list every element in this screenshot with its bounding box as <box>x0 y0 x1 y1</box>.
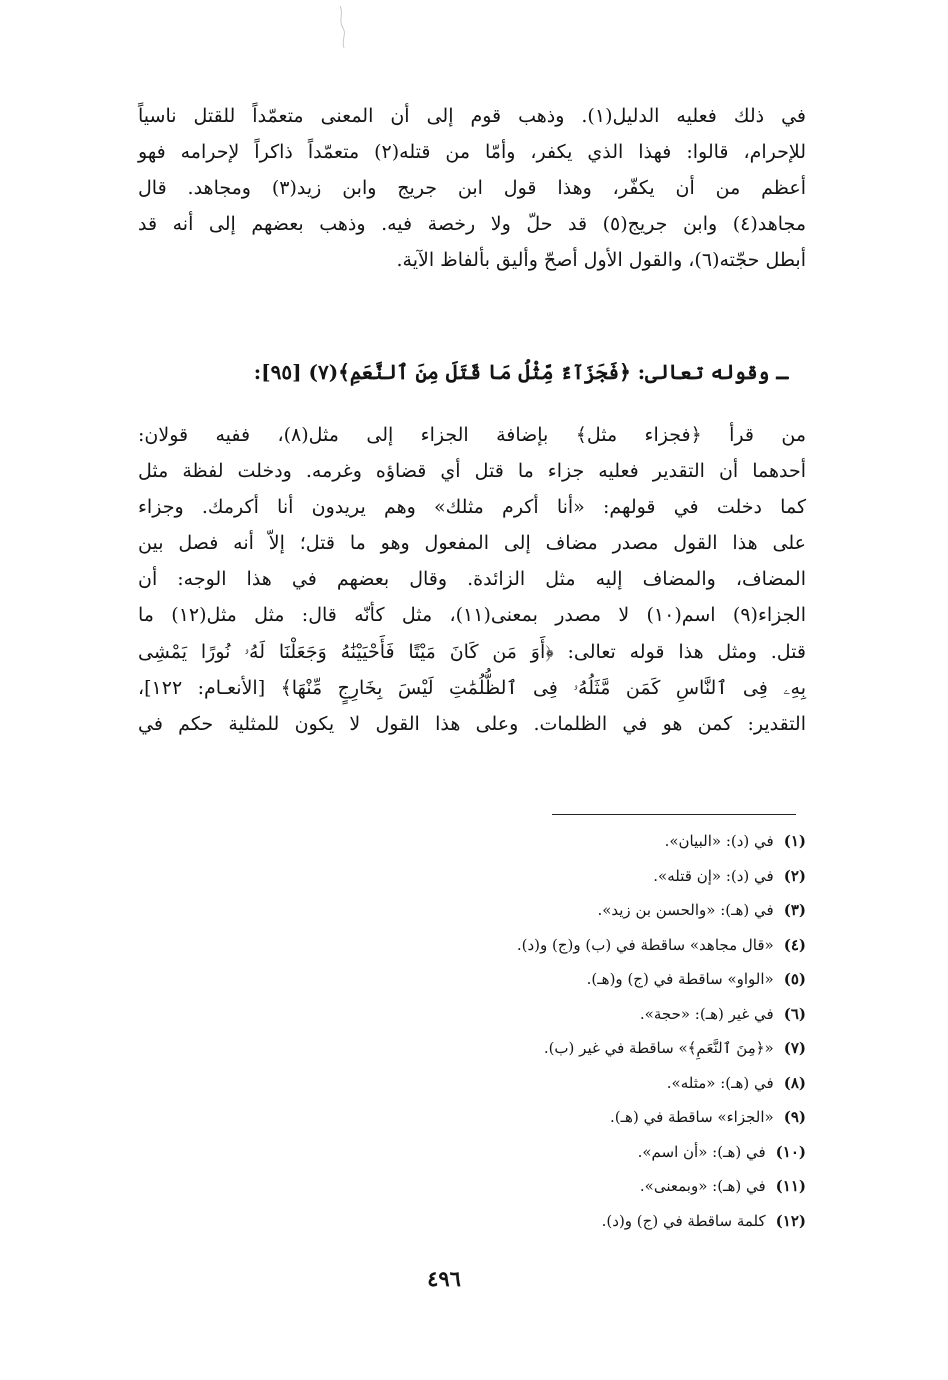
page-number: ٤٩٦ <box>427 1266 461 1291</box>
text-line: كما دخلت في قولهم: «أنا أكرم مثلك» وهم يريدون أنا أكرمك. وجزاء <box>138 496 806 519</box>
text-line: المضاف، والمضاف إليه مثل الزائدة. وقال بعضهم في هذا الوجه: أن <box>138 568 806 591</box>
paragraph-explanation <box>138 417 806 742</box>
footnote-item <box>346 962 806 997</box>
text-line: أبطل حجّته(٦)، والقول الأول أصحّ وأليق بألفاظ الآية. <box>396 249 806 271</box>
text-line: أعظم من أن يكفّر، وهذا قول ابن جريج وابن زيد(٣) ومجاهد. قال <box>138 177 806 199</box>
text-line: مجاهد(٤) وابن جريج(٥) قد حلّ ولا رخصة فيه. وذهب بعضهم إلى أنه قد <box>138 213 806 235</box>
text-line: في ذلك فعليه الدليل(١). وذهب قوم إلى أن المعنى متعمّداً للقتل ناسياً <box>138 105 807 127</box>
footnote-item <box>346 1066 806 1101</box>
footnote-number: (٣) <box>783 901 806 919</box>
footnote-number: (٤) <box>783 935 806 954</box>
text-line: للإحرام، قالوا: فهذا الذي يكفر، وأمّا من قتله(٢) متعمّداً ذاكراً لإحرامه فهو <box>138 141 806 163</box>
footnote-item <box>346 859 806 894</box>
footnote-text: في غير (هـ): «حجة». <box>639 1004 774 1023</box>
text-line: الجزاء(٩) اسم(١٠) لا مصدر بمعنى(١١)، مثل كأنّه قال: مثل مثل(١٢) ما <box>138 604 806 627</box>
footnote-number: (٢) <box>783 866 806 885</box>
footnote-text: «الواو» ساقطة في (ج) و(هـ). <box>586 970 774 988</box>
footnote-item <box>346 928 806 963</box>
footnote-number: (١٠) <box>775 1142 806 1161</box>
paragraph-commentary <box>138 98 806 278</box>
footnote-item <box>346 1204 806 1239</box>
footnote-item <box>346 824 806 859</box>
footnote-item <box>346 1169 806 1204</box>
footnotes-list <box>346 824 806 1238</box>
text-line: التقدير: كمن هو في الظلمات. وعلى هذا القول لا يكون للمثلية حكم في <box>138 712 806 735</box>
text-line: من قرأ ﴿فجزاء مثل﴾ بإضافة الجزاء إلى مثل(٨)، ففيه قولان: <box>138 424 806 446</box>
footnote-number: (١٢) <box>775 1211 806 1230</box>
footnote-text: في (د): «إن قتله». <box>653 866 774 885</box>
footnote-text: كلمة ساقطة في (ج) و(د). <box>601 1211 766 1230</box>
footnote-number: (٨) <box>783 1073 806 1092</box>
footnote-number: (٦) <box>783 1004 806 1023</box>
footnote-item <box>346 1100 806 1135</box>
footnote-text: «الجزاء» ساقطة في (هـ). <box>610 1108 774 1126</box>
text-line: على هذا القول مصدر مضاف إلى المفعول وهو ما قتل؛ إلاّ أنه فصل بين <box>138 532 806 555</box>
footnote-text: «﴿مِنَ ٱلنَّعَمِ﴾» ساقطة في غير (ب). <box>543 1039 774 1057</box>
footnote-text: في (هـ): «والحسن بن زيد». <box>597 901 774 919</box>
footnote-number: (٥) <box>783 970 806 988</box>
footnote-item <box>346 997 806 1032</box>
footnote-text: في (د): «البيان». <box>664 832 774 850</box>
scan-artifact-mark <box>336 4 350 60</box>
footnote-number: (٩) <box>783 1108 806 1126</box>
footnote-text: في (هـ): «وبمعنى». <box>639 1177 766 1195</box>
footnote-number: (٧) <box>783 1039 806 1057</box>
footnote-item <box>346 1135 806 1170</box>
text-line: قتل. ومثل هذا قوله تعالى: ﴿أَوَ مَن كَانَ مَيْتًا فَأَحْيَيْنَٰهُ وَجَعَلْنَا لَهُۥ نُورًا يَمْشِى <box>138 640 806 663</box>
verse-heading: ـ وقوله تعالى: ﴿فَجَزَآءٌ مِّثْلُ مَا قَتَلَ مِنَ ٱلنَّعَمِ﴾(٧) [٩٥]: <box>253 360 788 384</box>
footnote-separator <box>552 814 796 815</box>
footnote-text: في (هـ): «مثله». <box>666 1073 774 1092</box>
footnote-text: في (هـ): «أن اسم». <box>637 1142 766 1161</box>
footnote-item <box>346 893 806 928</box>
footnote-item <box>346 1031 806 1066</box>
footnote-number: (١) <box>783 832 806 850</box>
footnote-text: «قال مجاهد» ساقطة في (ب) و(ج) و(د). <box>516 935 774 954</box>
footnote-number: (١١) <box>775 1177 806 1195</box>
text-line: بِهِۦ فِى ٱلنَّاسِ كَمَن مَّثَلُهُۥ فِى ٱلظُّلُمَٰتِ لَيْسَ بِخَارِجٍ مِّنْهَا﴾ [الأنعـام: ١٢٢]، <box>138 676 806 699</box>
text-line: أحدهما أن التقدير فعليه جزاء ما قتل أي قضاؤه وغرمه. ودخلت لفظة مثل <box>138 460 806 483</box>
